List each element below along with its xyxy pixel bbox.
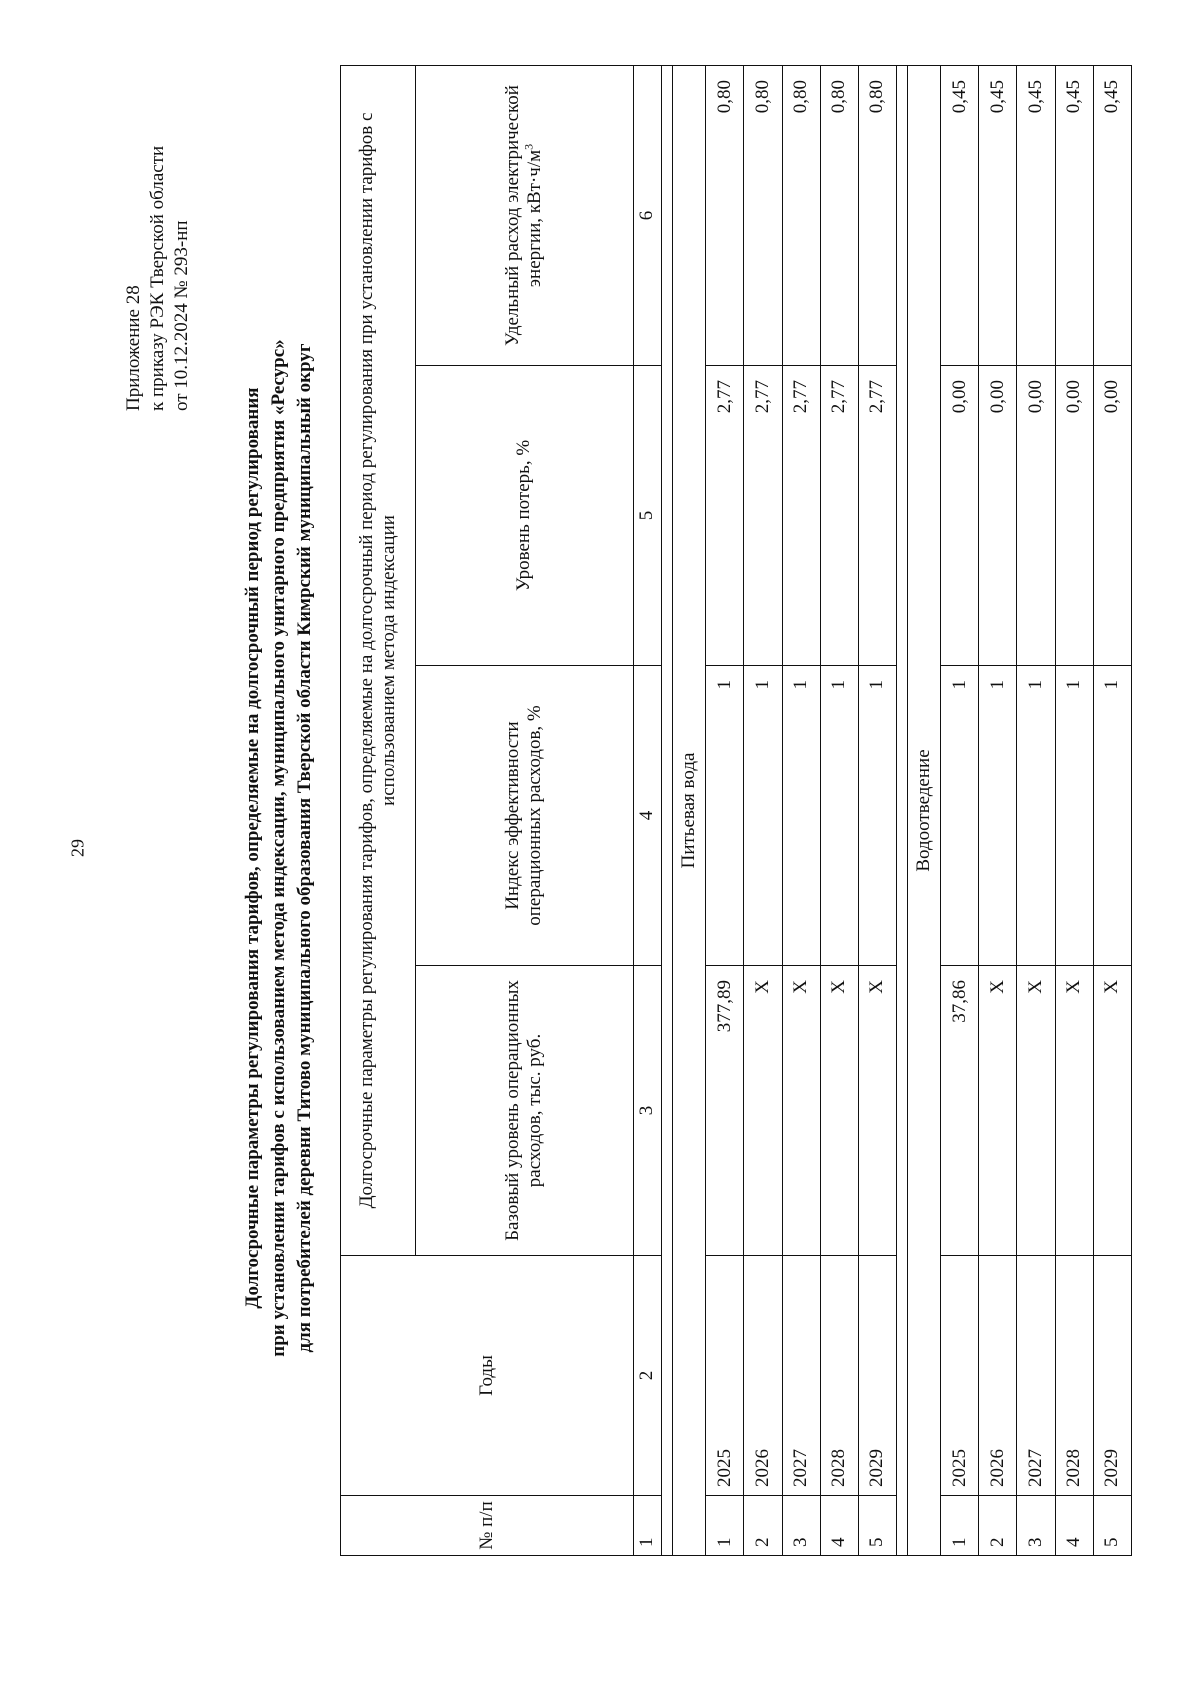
cell-base-level: X [858,966,896,1256]
cell-base-level: 37,86 [941,966,979,1256]
cell-energy-consumption: 0,80 [858,65,896,365]
header-efficiency-index: Индекс эффективности операционных расходов, % [416,666,634,966]
cell-row-number: 1 [706,1496,744,1556]
cell-row-number: 5 [858,1496,896,1556]
section-heading: Питьевая вода [673,65,706,1555]
table-row [744,65,782,1555]
cell-efficiency-index: 1 [1017,666,1055,966]
cell-row-number: 2 [744,1496,782,1556]
table-row [820,65,858,1555]
cell-row-number: 4 [1055,1496,1093,1556]
header-energy-sup: 3 [522,143,537,150]
cell-energy-consumption: 0,45 [979,65,1017,365]
cell-base-level: X [1093,966,1131,1256]
section-spacer-cell [662,65,673,1555]
table-row [941,65,979,1555]
cell-energy-consumption: 0,45 [1055,65,1093,365]
cell-loss-level: 0,00 [941,366,979,666]
cell-efficiency-index: 1 [706,666,744,966]
section-heading-row [908,65,941,1555]
column-number-2: 2 [633,1256,661,1496]
cell-year: 2026 [744,1256,782,1496]
cell-loss-level: 0,00 [1093,366,1131,666]
title-line-3: для потребителей деревни Титово муниципального образования Тверской области Кимрский муниципальный округ [294,343,315,1353]
table-row [1055,65,1093,1555]
section-heading-row [673,65,706,1555]
column-number-3: 3 [633,966,661,1256]
cell-energy-consumption: 0,80 [820,65,858,365]
section-heading: Водоотведение [908,65,941,1555]
cell-energy-consumption: 0,80 [744,65,782,365]
cell-energy-consumption: 0,80 [782,65,820,365]
cell-base-level: X [820,966,858,1256]
cell-row-number: 4 [820,1496,858,1556]
cell-efficiency-index: 1 [858,666,896,966]
table-row [706,65,744,1555]
table-row [782,65,820,1555]
cell-efficiency-index: 1 [744,666,782,966]
cell-loss-level: 2,77 [706,366,744,666]
cell-row-number: 2 [979,1496,1017,1556]
document-title [240,0,318,1696]
cell-year: 2027 [782,1256,820,1496]
table-row [1017,65,1055,1555]
cell-loss-level: 0,00 [1055,366,1093,666]
cell-efficiency-index: 1 [782,666,820,966]
cell-row-number: 1 [941,1496,979,1556]
cell-loss-level: 0,00 [1017,366,1055,666]
appendix-line-1: Приложение 28 [123,285,144,411]
cell-year: 2026 [979,1256,1017,1496]
title-line-1: Долгосрочные параметры регулирования тарифов, определяемые на долгосрочный период регулирования [242,387,263,1309]
cell-year: 2025 [941,1256,979,1496]
cell-year: 2027 [1017,1256,1055,1496]
appendix-line-3: от 10.12.2024 № 293-нп [171,220,192,411]
cell-row-number: 3 [782,1496,820,1556]
section-spacer-cell [896,65,907,1555]
cell-base-level: X [1017,966,1055,1256]
cell-energy-consumption: 0,45 [1017,65,1055,365]
appendix-reference [122,146,194,411]
title-line-2: при установлении тарифов с использованием метода индексации, муниципального унитарного предприятия «Ресурс» [268,339,289,1357]
cell-energy-consumption: 0,80 [706,65,744,365]
header-energy-text: Удельный расход электрической энергии, кВт·ч/м [502,85,546,346]
cell-loss-level: 0,00 [979,366,1017,666]
header-loss-level: Уровень потерь, % [416,366,634,666]
cell-efficiency-index: 1 [820,666,858,966]
column-number-row [633,65,661,1555]
cell-year: 2028 [1055,1256,1093,1496]
appendix-line-2: к приказу РЭК Тверской области [147,145,168,411]
page-number: 29 [67,839,88,857]
header-energy-consumption [416,65,634,365]
cell-efficiency-index: 1 [979,666,1017,966]
cell-base-level: X [979,966,1017,1256]
cell-row-number: 3 [1017,1496,1055,1556]
cell-base-level: X [782,966,820,1256]
cell-base-level: 377,89 [706,966,744,1256]
cell-loss-level: 2,77 [820,366,858,666]
tariff-parameters-table [340,65,1132,1556]
cell-base-level: X [744,966,782,1256]
cell-energy-consumption: 0,45 [941,65,979,365]
table-row [858,65,896,1555]
header-base-level: Базовый уровень операционных расходов, тыс. руб. [416,966,634,1256]
cell-loss-level: 2,77 [782,366,820,666]
cell-efficiency-index: 1 [1093,666,1131,966]
cell-energy-consumption: 0,45 [1093,65,1131,365]
column-number-4: 4 [633,666,661,966]
table-row [979,65,1017,1555]
table-row [1093,65,1131,1555]
cell-year: 2028 [820,1256,858,1496]
cell-loss-level: 2,77 [858,366,896,666]
column-number-1: 1 [633,1496,661,1556]
section-spacer-row [662,65,673,1555]
column-number-5: 5 [633,366,661,666]
cell-row-number: 5 [1093,1496,1131,1556]
header-row-group [341,65,416,1555]
header-years: Годы [341,1256,634,1496]
cell-year: 2025 [706,1256,744,1496]
header-group-params: Долгосрочные параметры регулирования тарифов, определяемые на долгосрочный период регулирования при установлении тарифов с использованием метода индексации [341,65,416,1255]
column-number-6: 6 [633,65,661,365]
cell-base-level: X [1055,966,1093,1256]
section-spacer-row [896,65,907,1555]
cell-year: 2029 [858,1256,896,1496]
cell-loss-level: 2,77 [744,366,782,666]
cell-year: 2029 [1093,1256,1131,1496]
cell-efficiency-index: 1 [941,666,979,966]
header-number: № п/п [341,1496,634,1556]
cell-efficiency-index: 1 [1055,666,1093,966]
